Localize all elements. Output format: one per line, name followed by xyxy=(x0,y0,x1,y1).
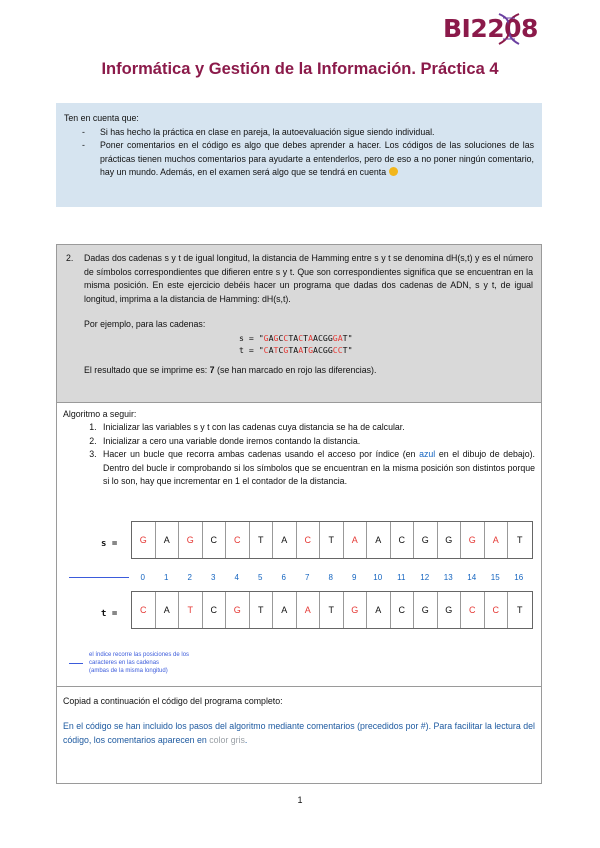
example-s: s = "GAGCCTACTAACGGGAT" xyxy=(239,332,353,343)
index-label: 14 xyxy=(467,573,477,582)
code-note: En el código se han incluido los pasos del algoritmo mediante comentarios (precedidos por #). Para facilitar la lectura del código, los comentarios aparecen en color gris. xyxy=(63,721,535,745)
inline-char: A xyxy=(293,344,299,355)
s-sequence-cell: T xyxy=(517,535,523,545)
example-s-string xyxy=(264,333,348,343)
t-label: t = xyxy=(101,609,118,619)
s-sequence-cell: C xyxy=(226,522,250,558)
inline-char: G xyxy=(283,344,289,355)
s-sequence-cell: G xyxy=(132,522,156,558)
inline-char: G xyxy=(327,332,333,343)
t-sequence-cell: A xyxy=(156,592,180,628)
page-number: 1 xyxy=(297,795,303,805)
index-label: 2 xyxy=(187,573,192,582)
index-label: 11 xyxy=(397,573,406,582)
index-label: 13 xyxy=(443,573,453,582)
inline-char: G xyxy=(332,332,338,343)
example-intro: Por ejemplo, para las cadenas: xyxy=(84,319,206,329)
inline-char: A xyxy=(293,332,299,343)
s-sequence-cell: A xyxy=(273,522,297,558)
s-sequence-cell: C xyxy=(391,522,415,558)
inline-char: C xyxy=(283,332,289,343)
s-sequence-cell: C xyxy=(297,522,321,558)
t-sequence-row xyxy=(131,591,533,629)
t-sequence-cell: A xyxy=(273,592,297,628)
inline-char: C xyxy=(332,344,338,355)
index-label: 9 xyxy=(352,573,357,582)
t-sequence-cell: A xyxy=(297,592,321,628)
inline-char: G xyxy=(308,344,314,355)
inline-char: G xyxy=(322,332,328,343)
inline-char: T xyxy=(303,344,309,355)
notice-intro: Ten en cuenta que: xyxy=(64,113,139,123)
t-sequence-cell: G xyxy=(414,592,438,628)
algorithm-heading: Algoritmo a seguir: xyxy=(63,409,137,419)
inline-char: T xyxy=(342,332,348,343)
index-label: 10 xyxy=(373,573,383,582)
index-label: 12 xyxy=(420,573,430,582)
index-label: 4 xyxy=(234,573,239,582)
notice-item: - Si has hecho la práctica en clase en pareja, la autoevaluación sigue siendo individual. xyxy=(82,126,534,140)
index-label: 0 xyxy=(140,573,145,582)
t-sequence-cell: T xyxy=(250,592,274,628)
s-sequence-cell: A xyxy=(344,522,368,558)
s-sequence-cell: T xyxy=(320,522,344,558)
t-sequence-cell: C xyxy=(485,592,509,628)
t-sequence-cell: G xyxy=(344,592,368,628)
inline-char: C xyxy=(263,344,269,355)
inline-char: A xyxy=(298,344,304,355)
t-sequence-cell: T xyxy=(517,605,523,615)
t-sequence-cell: A xyxy=(367,592,391,628)
notice-list xyxy=(82,126,534,180)
t-sequence-cell: T xyxy=(320,592,344,628)
inline-char: T xyxy=(303,332,309,343)
t-sequence-cell: C xyxy=(391,592,415,628)
dna-helix-icon xyxy=(495,12,525,46)
algorithm-step: 1. Inicializar las variables s y t con las cadenas cuya distancia se ha de calcular. xyxy=(99,421,535,434)
exercise-statement xyxy=(57,245,541,403)
inline-char: A xyxy=(268,332,274,343)
algorithm-step: 2. Inicializar a cero una variable donde iremos contando la distancia. xyxy=(99,435,535,448)
logo-text: BI2208 xyxy=(443,14,538,43)
inline-char: T xyxy=(288,332,294,343)
result-value: 7 xyxy=(209,364,215,375)
page-title: Informática y Gestión de la Información. Práctica 4 xyxy=(101,60,499,78)
inline-char: G xyxy=(322,344,328,355)
inline-char: C xyxy=(298,332,304,343)
t-sequence-cell: T xyxy=(179,592,203,628)
s-sequence-cell: A xyxy=(156,522,180,558)
exercise-frame xyxy=(56,244,542,784)
inline-char: A xyxy=(313,332,318,343)
inline-char: T xyxy=(273,344,279,355)
exercise-number: 2. xyxy=(66,253,74,263)
s-sequence-cell: G xyxy=(179,522,203,558)
figure-legend: el índice recorre las posiciones de los caracteres en las cadenas (ambas de la misma longitud) xyxy=(89,652,190,674)
code-answer-area[interactable] xyxy=(57,689,541,747)
legend-line xyxy=(69,663,83,664)
t-sequence-cell: G xyxy=(226,592,250,628)
s-sequence-cell: G xyxy=(461,522,485,558)
example-t-string xyxy=(264,345,348,355)
index-label: 15 xyxy=(490,573,500,582)
algorithm-step: 3. Hacer un bucle que recorra ambas cadenas usando el acceso por índice (en azul en el dibujo de debajo). Dentro del bucle ir comprobando si los símbolos que se encuentran en la misma posición son distintos porque si lo son, hay que incrementar en 1 el contador de la distancia. xyxy=(99,448,535,488)
inline-char: C xyxy=(278,332,284,343)
inline-char: C xyxy=(337,344,343,355)
s-sequence-cell: C xyxy=(203,522,227,558)
inline-char: T xyxy=(342,344,348,355)
t-sequence-cell: C xyxy=(203,592,227,628)
notice-box xyxy=(56,103,542,207)
inline-char: G xyxy=(327,344,333,355)
example-result: El resultado que se imprime es: 7 (se han marcado en rojo las diferencias). xyxy=(84,364,377,375)
s-sequence-cell: A xyxy=(367,522,391,558)
inline-char: C xyxy=(278,344,284,355)
exercise-paragraph: Dadas dos cadenas s y t de igual longitud, la distancia de Hamming entre s y t se denomina dH(s,t) y es el número de símbolos correspondientes que difieren entre s y t. Que son correspondientes significa que se encuentran en la misma posición. En este ejercicio debéis hacer un programa que dadas dos cadenas de ADN, s y t, de igual longitud, imprima a la distancia de Hamming: dH(s,t). xyxy=(84,253,533,304)
inline-char: A xyxy=(337,332,343,343)
index-label: 7 xyxy=(305,573,310,582)
s-sequence-cell: T xyxy=(250,522,274,558)
smiley-icon xyxy=(389,167,398,176)
t-sequence-cell: C xyxy=(461,592,485,628)
example-t: t = "CATCGTAATGACGGCCT" xyxy=(239,344,353,355)
t-sequence-cell: C xyxy=(132,592,156,628)
inline-char: G xyxy=(263,332,269,343)
inline-char: C xyxy=(317,332,323,343)
algorithm-steps xyxy=(99,421,535,488)
index-label: 3 xyxy=(211,573,216,582)
inline-char: A xyxy=(313,344,318,355)
inline-char: G xyxy=(273,332,279,343)
t-sequence-cell: G xyxy=(438,592,462,628)
index-label: 8 xyxy=(328,573,333,582)
code-heading: Copiad a continuación el código del programa completo: xyxy=(63,696,283,706)
index-label: 5 xyxy=(258,573,263,582)
index-label: 1 xyxy=(164,573,169,582)
inline-char: A xyxy=(308,332,314,343)
inline-char: T xyxy=(288,344,294,355)
inline-char: C xyxy=(317,344,323,355)
s-sequence-cell: A xyxy=(485,522,509,558)
index-row xyxy=(131,573,531,582)
s-sequence-cell: G xyxy=(438,522,462,558)
s-label: s = xyxy=(101,539,118,549)
course-logo xyxy=(443,12,543,46)
s-sequence-cell: G xyxy=(414,522,438,558)
index-label: 16 xyxy=(514,573,524,582)
inline-char: A xyxy=(268,344,274,355)
index-arrow-line xyxy=(69,577,129,578)
s-sequence-row xyxy=(131,521,533,559)
notice-item: - Poner comentarios en el código es algo que debes aprender a hacer. Los códigos de las soluciones de las prácticas tienen muchos comentarios para ayudarte a entenderlos, pero de eso a no poner ningún comentario, hay un mundo. Además, en el examen será algo que se tendrá en cuenta xyxy=(82,139,534,180)
index-label: 6 xyxy=(281,573,286,582)
